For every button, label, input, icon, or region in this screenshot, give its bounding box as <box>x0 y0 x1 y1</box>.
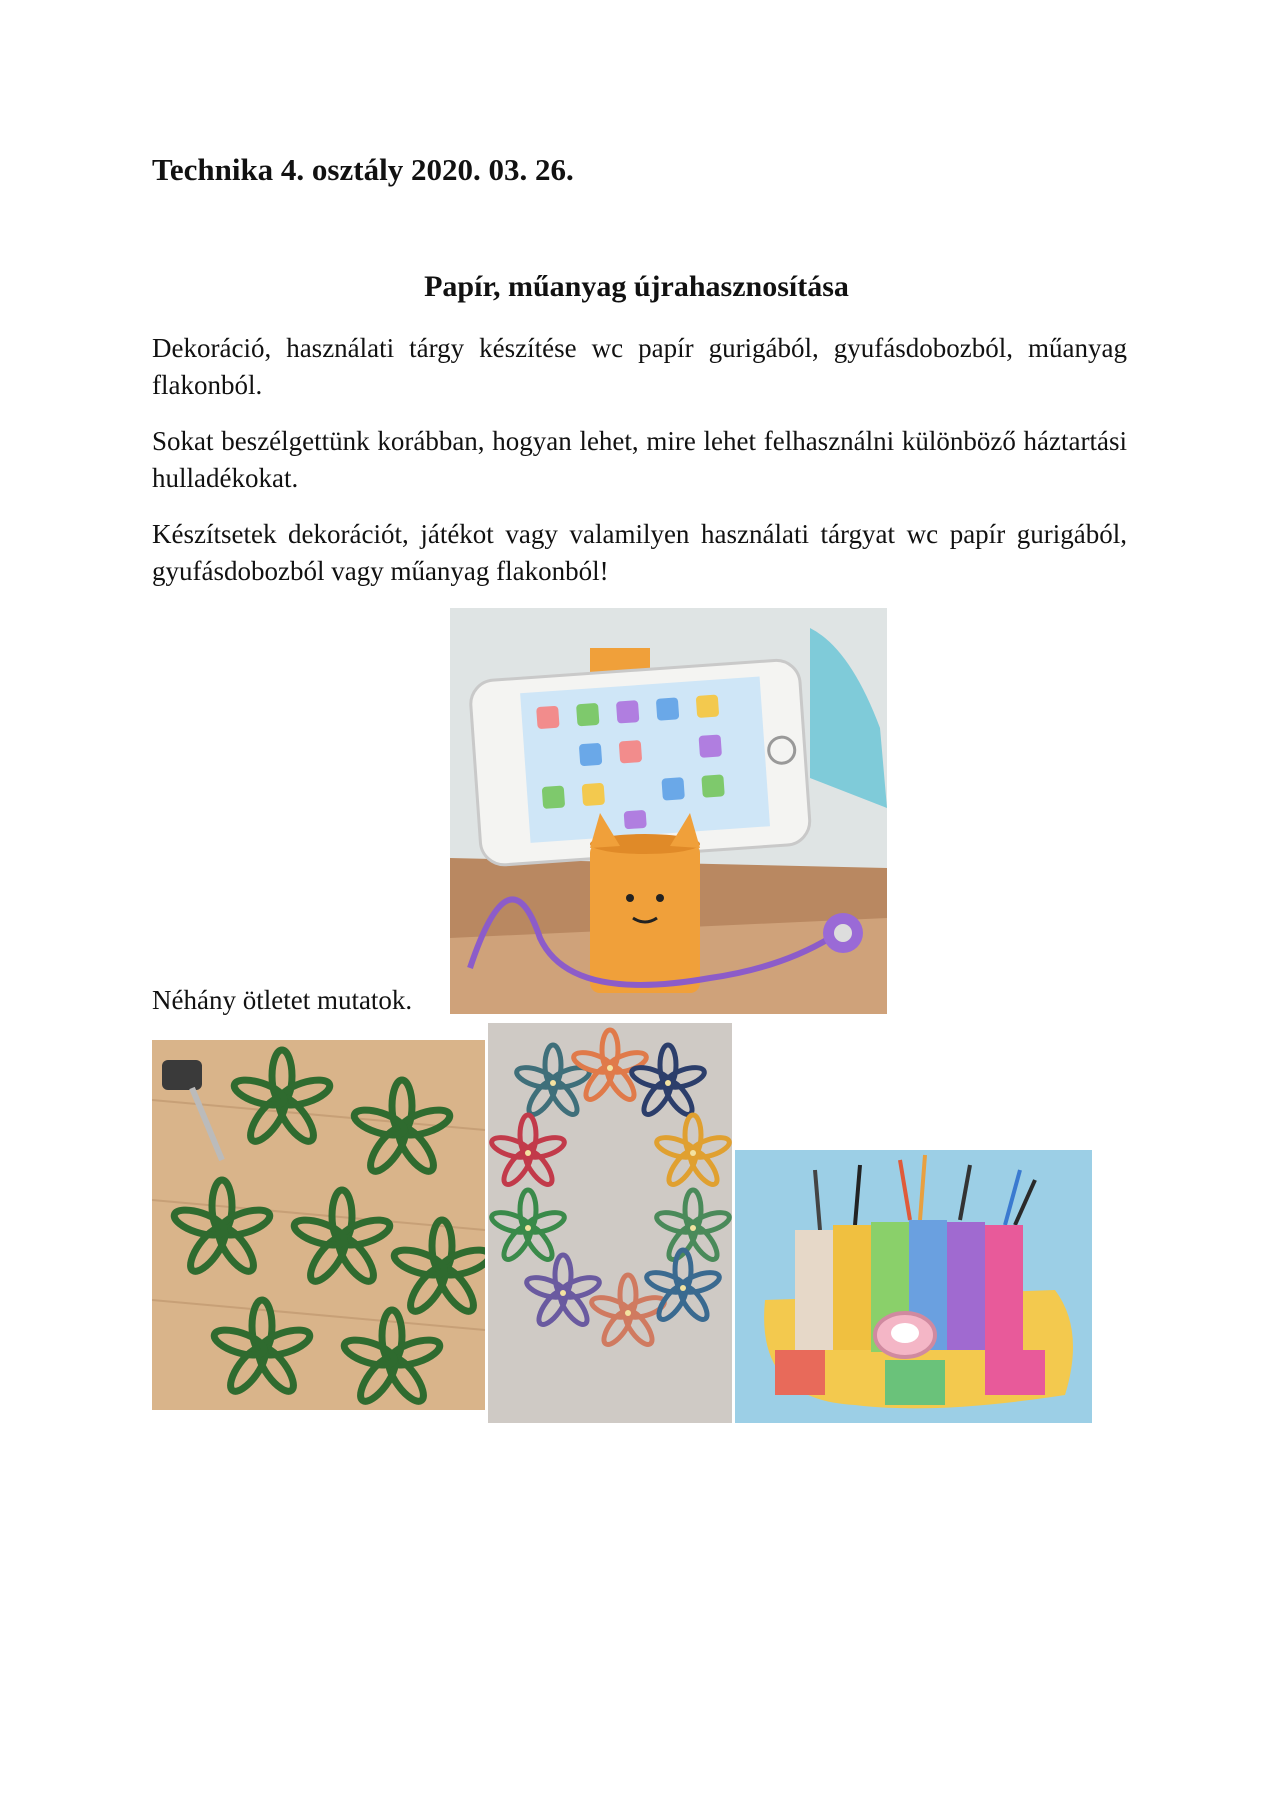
document-heading: Technika 4. osztály 2020. 03. 26. <box>152 152 574 187</box>
flower-wreath-photo <box>488 1023 732 1423</box>
pencil-holder-photo <box>735 1150 1092 1423</box>
paragraph-task: Készítsetek dekorációt, játékot vagy valamilyen használati tárgyat wc papír gurigából, gyufásdobozból vagy műanyag flakonból! <box>152 519 1127 586</box>
phone-holder-cat-photo <box>450 608 887 1014</box>
paragraph-discussion: Sokat beszélgettünk korábban, hogyan lehet, mire lehet felhasználni különböző háztartási hulladékokat. <box>152 426 1127 493</box>
paragraph-intro: Dekoráció, használati tárgy készítése wc papír gurigából, gyufásdobozból, műanyag flakonból. <box>152 333 1127 400</box>
green-paper-flowers-photo <box>152 1040 485 1410</box>
document-title: Papír, műanyag újrahasznosítása <box>424 270 849 303</box>
ideas-caption: Néhány ötletet mutatok. <box>152 985 413 1015</box>
